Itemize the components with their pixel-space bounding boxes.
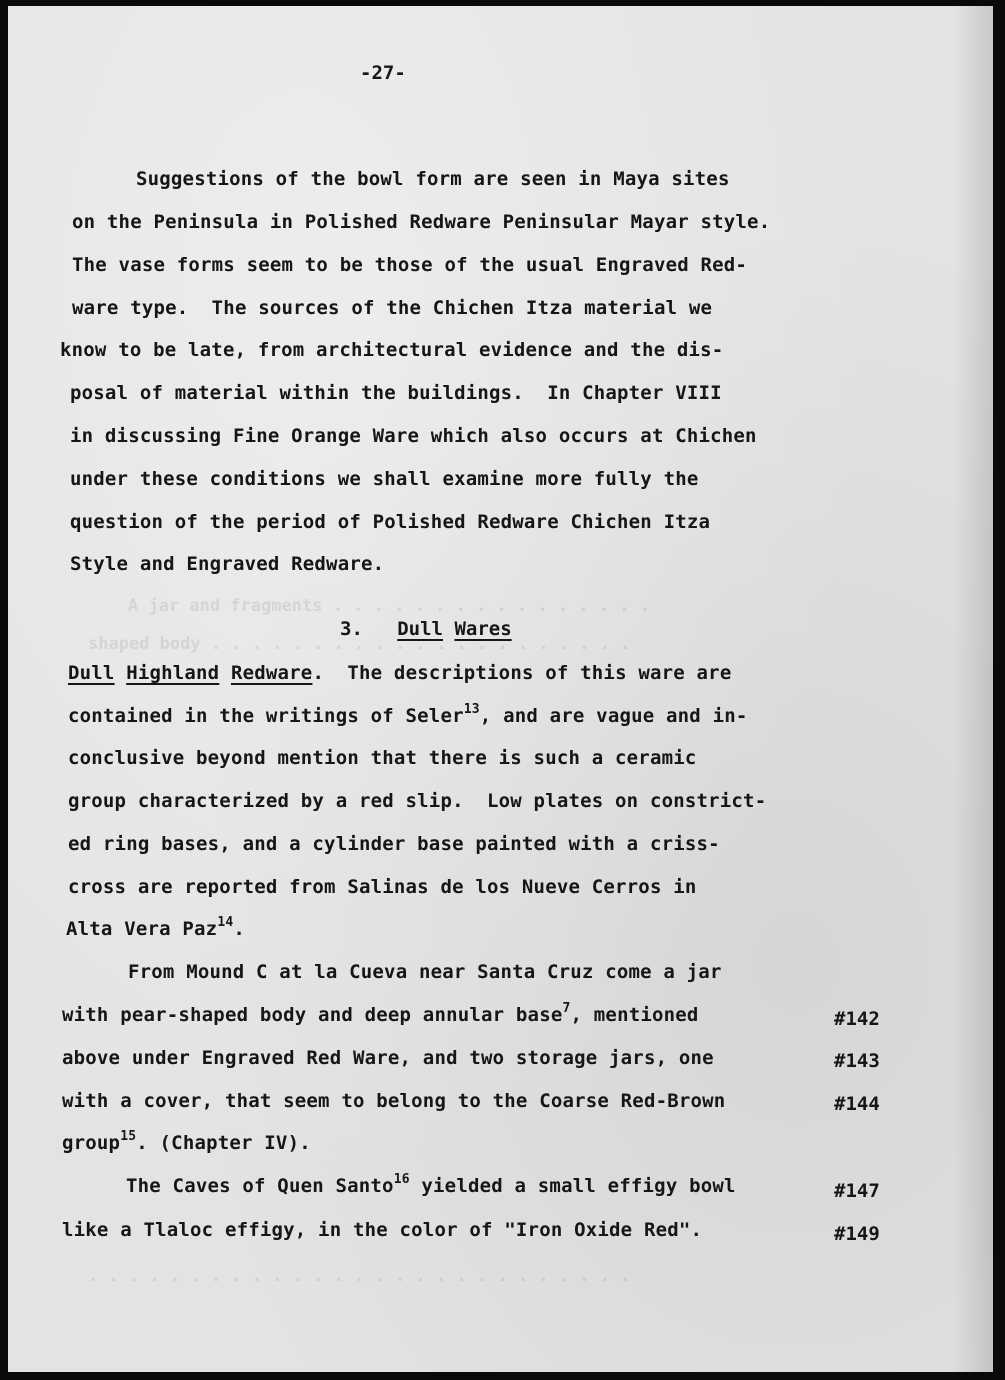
bleed-through-text: . . . . . . . . . . . . . . . . . . . . . . . . . . . xyxy=(88,1266,631,1286)
text-fragment: group xyxy=(62,1132,121,1154)
text-line xyxy=(62,1129,311,1154)
text-line: Style and Engraved Redware. xyxy=(70,553,385,575)
text-fragment: Alta Vera Paz xyxy=(66,918,218,940)
section-number: 3. xyxy=(340,618,363,640)
catalog-ref: #143 xyxy=(834,1050,880,1072)
text-line: in discussing Fine Orange Ware which also occurs at Chichen xyxy=(70,425,757,447)
footnote-ref: 16 xyxy=(393,1172,410,1187)
text-line: ed ring bases, and a cylinder base painted with a criss- xyxy=(68,833,720,855)
text-line: like a Tlaloc effigy, in the color of "Iron Oxide Red". xyxy=(62,1219,703,1241)
catalog-ref: #149 xyxy=(834,1223,880,1245)
text-line: From Mound C at la Cueva near Santa Cruz come a jar xyxy=(128,961,722,983)
text-line: Suggestions of the bowl form are seen in Maya sites xyxy=(136,168,730,190)
text-line xyxy=(66,915,246,940)
text-line: question of the period of Polished Redware Chichen Itza xyxy=(70,511,711,533)
page-edge-shadow xyxy=(953,6,993,1372)
text-fragment: with pear-shaped body and deep annular base xyxy=(62,1004,563,1026)
catalog-ref: #144 xyxy=(834,1093,880,1115)
text-fragment: , mentioned xyxy=(570,1004,699,1026)
text-line: above under Engraved Red Ware, and two storage jars, one xyxy=(62,1047,714,1069)
text-line xyxy=(68,702,748,727)
text-line: ware type. The sources of the Chichen Itza material we xyxy=(72,297,713,319)
text-line: group characterized by a red slip. Low plates on constrict- xyxy=(68,790,767,812)
catalog-ref: #142 xyxy=(834,1008,880,1030)
text-line xyxy=(126,1172,736,1197)
ware-name-word: Highland xyxy=(126,662,220,684)
bleed-through-text: shaped body . . . . . . . . . . . . . . . . . . . . . xyxy=(88,634,631,654)
text-line: posal of material within the buildings. In Chapter VIII xyxy=(70,382,722,404)
text-fragment: yielded a small effigy bowl xyxy=(409,1175,736,1197)
text-fragment: . (Chapter IV). xyxy=(136,1132,311,1154)
ware-name-word: Redware xyxy=(230,662,313,684)
page-number: -27- xyxy=(360,62,406,84)
catalog-ref: #147 xyxy=(834,1180,880,1202)
text-fragment: . The descriptions of this ware are xyxy=(312,662,732,684)
text-line xyxy=(62,1001,699,1026)
section-title-word: Dull xyxy=(397,618,443,640)
ware-name-word: Dull xyxy=(68,662,115,684)
section-heading xyxy=(340,618,512,640)
text-line: conclusive beyond mention that there is such a ceramic xyxy=(68,747,697,769)
text-line: cross are reported from Salinas de los Nueve Cerros in xyxy=(68,876,697,898)
text-line: with a cover, that seem to belong to the Coarse Red-Brown xyxy=(62,1090,726,1112)
section-title-word: Wares xyxy=(454,618,512,640)
footnote-ref: 7 xyxy=(562,1001,571,1016)
footnote-ref: 15 xyxy=(120,1129,137,1144)
bleed-through-text: A jar and fragments . . . . . . . . . . . . . . . . xyxy=(128,596,650,616)
text-fragment: The Caves of Quen Santo xyxy=(126,1175,394,1197)
text-line: under these conditions we shall examine more fully the xyxy=(70,468,699,490)
document-page xyxy=(8,6,993,1372)
footnote-ref: 13 xyxy=(463,702,480,717)
text-fragment: . xyxy=(233,918,246,940)
text-line xyxy=(68,662,731,684)
text-line: The vase forms seem to be those of the usual Engraved Red- xyxy=(72,254,748,276)
text-fragment: , and are vague and in- xyxy=(479,705,748,727)
text-line: on the Peninsula in Polished Redware Peninsular Mayar style. xyxy=(72,211,771,233)
text-line: know to be late, from architectural evidence and the dis- xyxy=(60,339,724,361)
text-fragment: contained in the writings of Seler xyxy=(68,705,464,727)
footnote-ref: 14 xyxy=(217,915,234,930)
